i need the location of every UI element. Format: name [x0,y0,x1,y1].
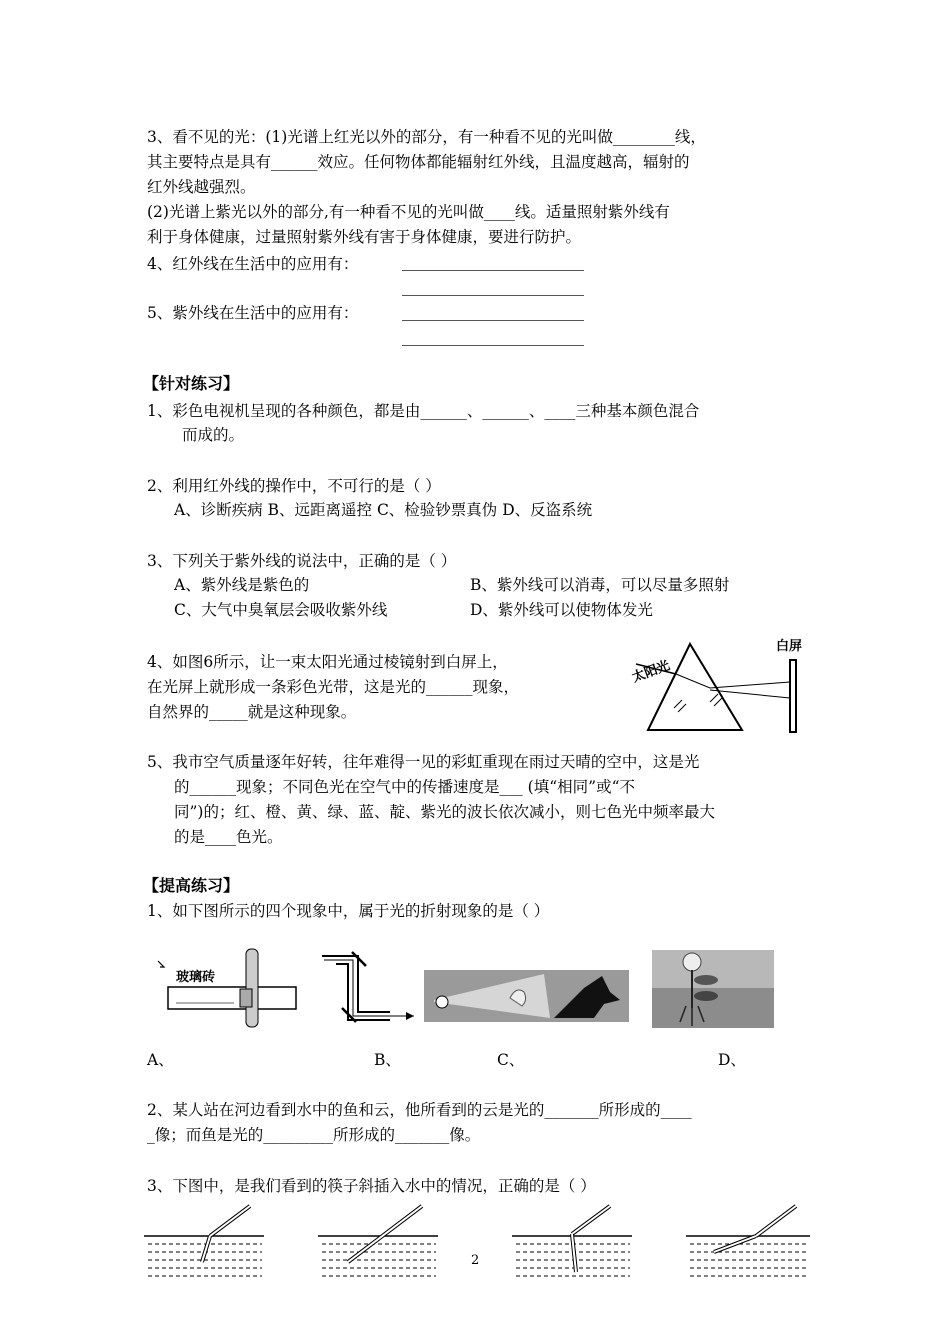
q3-line-5: 利于身体健康，过量照射紫外线有害于身体健康，要进行防护。 [147,228,582,246]
flower-icon [683,953,701,971]
option-c-label: C、 [497,1051,525,1069]
practice-q4-line-1: 4、如图6所示，让一束太阳光通过棱镜射到白屏上， [147,653,508,671]
answer-line [402,345,584,346]
q3-line-3: 红外线越强烈。 [147,178,256,196]
advanced-q1: 1、如下图所示的四个现象中，属于光的折射现象的是（ ） [147,902,550,920]
spectrum-beam [676,674,790,688]
q3-line-1: 3、看不见的光：(1)光谱上红光以外的部分，有一种看不见的光叫做________线， [147,128,706,146]
chopstick-option-b [318,1200,438,1280]
practice-q2: 2、利用红外线的操作中，不可行的是（ ） [147,477,441,495]
arrow-icon [406,1012,414,1020]
advanced-q2-line-2: _像；而鱼是光的_________所形成的_______像。 [147,1126,481,1144]
figure-c-shadow [424,970,629,1022]
answer-line [402,270,584,271]
option-b-label: B、 [374,1051,401,1069]
practice-q5-line-2: 的______现象；不同色光在空气中的传播速度是___ (填“相同”或“不 [174,778,635,796]
practice-q3-option-a: A、紫外线是紫色的 [174,576,310,594]
practice-q1-line-1: 1、彩色电视机呈现的各种颜色，都是由______、______、____三种基本颜色混合 [147,402,700,420]
fig6-screen-label: 白屏 [776,639,803,654]
practice-heading: 【针对练习】 [143,374,240,393]
fig6-sun-label: 太阳光 [630,658,673,686]
practice-q2-options: A、诊断疾病 B、远距离遥控 C、检验钞票真伪 D、反盗系统 [174,501,593,519]
pencil-top [246,949,258,1027]
figure-b-periscope [318,950,418,1030]
practice-q1-line-2: 而成的。 [182,426,245,444]
chopstick-option-d [686,1200,810,1280]
option-d-label: D、 [718,1051,746,1069]
chopstick-option-c [512,1200,632,1280]
practice-q4-line-3: 自然界的_____就是这种现象。 [147,703,357,721]
glass-brick-label: 玻璃砖 [176,970,216,985]
advanced-heading: 【提高练习】 [143,876,240,895]
q3-line-4: (2)光谱上紫光以外的部分,有一种看不见的光叫做____线。适量照射紫外线有 [147,203,670,221]
q3-line-2: 其主要特点是具有______效应。任何物体都能辐射红外线，且温度越高，辐射的 [147,153,690,171]
option-a-label: A、 [147,1051,174,1069]
chopstick-option-a [144,1200,264,1280]
advanced-q3: 3、下图中，是我们看到的筷子斜插入水中的情况，正确的是（ ） [147,1177,596,1195]
lamp-icon [436,996,448,1008]
white-screen [790,660,796,732]
practice-q5-line-3: 同”)的；红、橙、黄、绿、蓝、靛、紫光的波长依次减小，则七色光中频率最大 [174,803,715,821]
pencil-refracted [240,989,252,1007]
practice-q3-option-d: D、紫外线可以使物体发光 [470,601,653,619]
prism-figure [630,630,810,740]
practice-q4-line-2: 在光屏上就形成一条彩色光带，这是光的______现象， [147,678,520,696]
practice-q3-option-b: B、紫外线可以消毒，可以尽量多照射 [470,576,730,594]
cursor-icon [158,961,164,967]
figure-a-glass-brick [150,945,300,1033]
practice-q3-option-c: C、大气中臭氧层会吸收紫外线 [174,601,388,619]
page-number: 2 [471,1253,480,1268]
answer-line [402,295,584,296]
practice-q5-line-4: 的是____色光。 [174,828,283,846]
light-path [324,960,414,1016]
q4-infrared-uses: 4、红外线在生活中的应用有： [147,255,359,273]
glass-brick [168,987,296,1009]
answer-line [402,320,584,321]
practice-q5-line-1: 5、我市空气质量逐年好转，往年难得一见的彩虹重现在雨过天晴的空中，这是光 [147,753,700,771]
q5-ultraviolet-uses: 5、紫外线在生活中的应用有： [147,304,359,322]
practice-q3: 3、下列关于紫外线的说法中，正确的是（ ） [147,552,457,570]
figure-d-water-reflection [652,950,774,1028]
advanced-q2-line-1: 2、某人站在河边看到水中的鱼和云，他所看到的云是光的_______所形成的____ [147,1101,692,1119]
